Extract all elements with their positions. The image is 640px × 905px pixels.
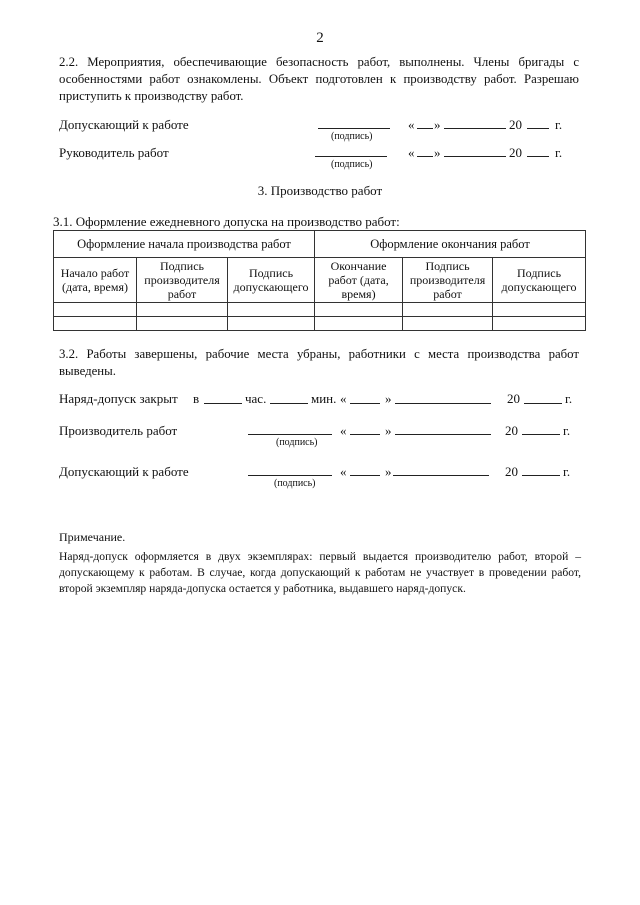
- quote-open: «: [408, 145, 415, 160]
- quote-open: «: [340, 423, 347, 438]
- signature-label: Допускающий к работе: [59, 117, 189, 132]
- year-suffix: г.: [555, 145, 563, 160]
- quote-close: »: [434, 145, 441, 160]
- signature-label: Производитель работ: [59, 423, 178, 438]
- year-field[interactable]: [524, 403, 562, 404]
- table-cell[interactable]: [403, 303, 493, 317]
- day-field[interactable]: [350, 403, 380, 404]
- signature-field[interactable]: [315, 156, 387, 157]
- quote-open: «: [408, 117, 415, 132]
- table-cell[interactable]: [315, 303, 403, 317]
- table-cell[interactable]: [315, 317, 403, 331]
- year-prefix: 20: [509, 145, 522, 160]
- section-3-heading: 3. Производство работ: [257, 183, 383, 198]
- daily-permit-table: [53, 230, 586, 331]
- group-header-start: Оформление начала производства работ: [54, 231, 315, 258]
- table-cell[interactable]: [228, 317, 315, 331]
- permit-closed-label: Наряд-допуск закрыт: [59, 391, 178, 406]
- month-field[interactable]: [444, 156, 506, 157]
- signature-caption: (подпись): [274, 478, 316, 489]
- quote-close: »: [385, 464, 392, 479]
- quote-close: »: [434, 117, 441, 132]
- year-suffix: г.: [555, 117, 563, 132]
- quote-close: »: [385, 423, 392, 438]
- table-cell[interactable]: [137, 317, 228, 331]
- year-prefix: 20: [509, 117, 522, 132]
- column-header: Начало работ (дата, время): [54, 258, 137, 303]
- section-3-1-heading: 3.1. Оформление ежедневного допуска на производство работ:: [53, 214, 400, 229]
- month-field[interactable]: [444, 128, 506, 129]
- table-column-header-row: [54, 258, 586, 303]
- year-field[interactable]: [522, 434, 560, 435]
- page-number: 2: [316, 30, 324, 46]
- hours-label: час.: [245, 391, 267, 406]
- year-suffix: г.: [563, 464, 571, 479]
- table-cell[interactable]: [54, 317, 137, 331]
- year-prefix: 20: [507, 391, 520, 406]
- signature-caption: (подпись): [331, 159, 373, 170]
- month-field[interactable]: [393, 475, 489, 476]
- year-suffix: г.: [565, 391, 573, 406]
- year-prefix: 20: [505, 464, 518, 479]
- column-header: Подпись производителя работ: [403, 258, 493, 303]
- note-text: Наряд-допуск оформляется в двух экземплярах: первый выдается производителю работ, второй – допускающему к работам. В случае, когда допускающий к работам не участвует в проведении работ, второй экземпляр наряда-допуска остается у работника, выдавшего наряд-допуск.: [59, 550, 581, 595]
- signature-field[interactable]: [248, 434, 332, 435]
- signature-label: Руководитель работ: [59, 145, 169, 160]
- column-header: Подпись производителя работ: [137, 258, 228, 303]
- table-cell[interactable]: [403, 317, 493, 331]
- year-field[interactable]: [527, 128, 549, 129]
- signature-label: Допускающий к работе: [59, 464, 189, 479]
- day-field[interactable]: [350, 434, 380, 435]
- note-title: Примечание.: [59, 530, 126, 544]
- table-cell[interactable]: [493, 317, 586, 331]
- table-cell[interactable]: [137, 303, 228, 317]
- table-cell[interactable]: [54, 303, 137, 317]
- signature-field[interactable]: [248, 475, 332, 476]
- month-field[interactable]: [395, 403, 491, 404]
- month-field[interactable]: [395, 434, 491, 435]
- day-field[interactable]: [417, 128, 433, 129]
- table-row: [54, 303, 586, 317]
- signature-caption: (подпись): [331, 131, 373, 142]
- year-prefix: 20: [505, 423, 518, 438]
- year-suffix: г.: [563, 423, 571, 438]
- hours-field[interactable]: [204, 403, 242, 404]
- signature-caption: (подпись): [276, 437, 318, 448]
- minutes-label: мин.: [311, 391, 337, 406]
- column-header: Подпись допускающего: [493, 258, 586, 303]
- minutes-field[interactable]: [270, 403, 308, 404]
- year-field[interactable]: [527, 156, 549, 157]
- table-group-header-row: [54, 231, 586, 258]
- section-3-2-text: 3.2. Работы завершены, рабочие места убраны, работники с места производства работ выведены.: [59, 347, 579, 378]
- day-field[interactable]: [417, 156, 433, 157]
- day-field[interactable]: [350, 475, 380, 476]
- column-header: Подпись допускающего: [228, 258, 315, 303]
- quote-open: «: [340, 464, 347, 479]
- column-header: Окончание работ (дата, время): [315, 258, 403, 303]
- table-cell[interactable]: [493, 303, 586, 317]
- signature-field[interactable]: [318, 128, 390, 129]
- section-2-2-text: 2.2. Мероприятия, обеспечивающие безопасность работ, выполнены. Члены бригады с особенностями работ ознакомлены. Объект подготовлен к производству работ. Разрешаю приступить к производству работ.: [59, 55, 579, 103]
- group-header-end: Оформление окончания работ: [315, 231, 586, 258]
- quote-open: «: [340, 391, 347, 406]
- quote-close: »: [385, 391, 392, 406]
- at-label: в: [193, 391, 200, 406]
- table-cell[interactable]: [228, 303, 315, 317]
- table-row: [54, 317, 586, 331]
- year-field[interactable]: [522, 475, 560, 476]
